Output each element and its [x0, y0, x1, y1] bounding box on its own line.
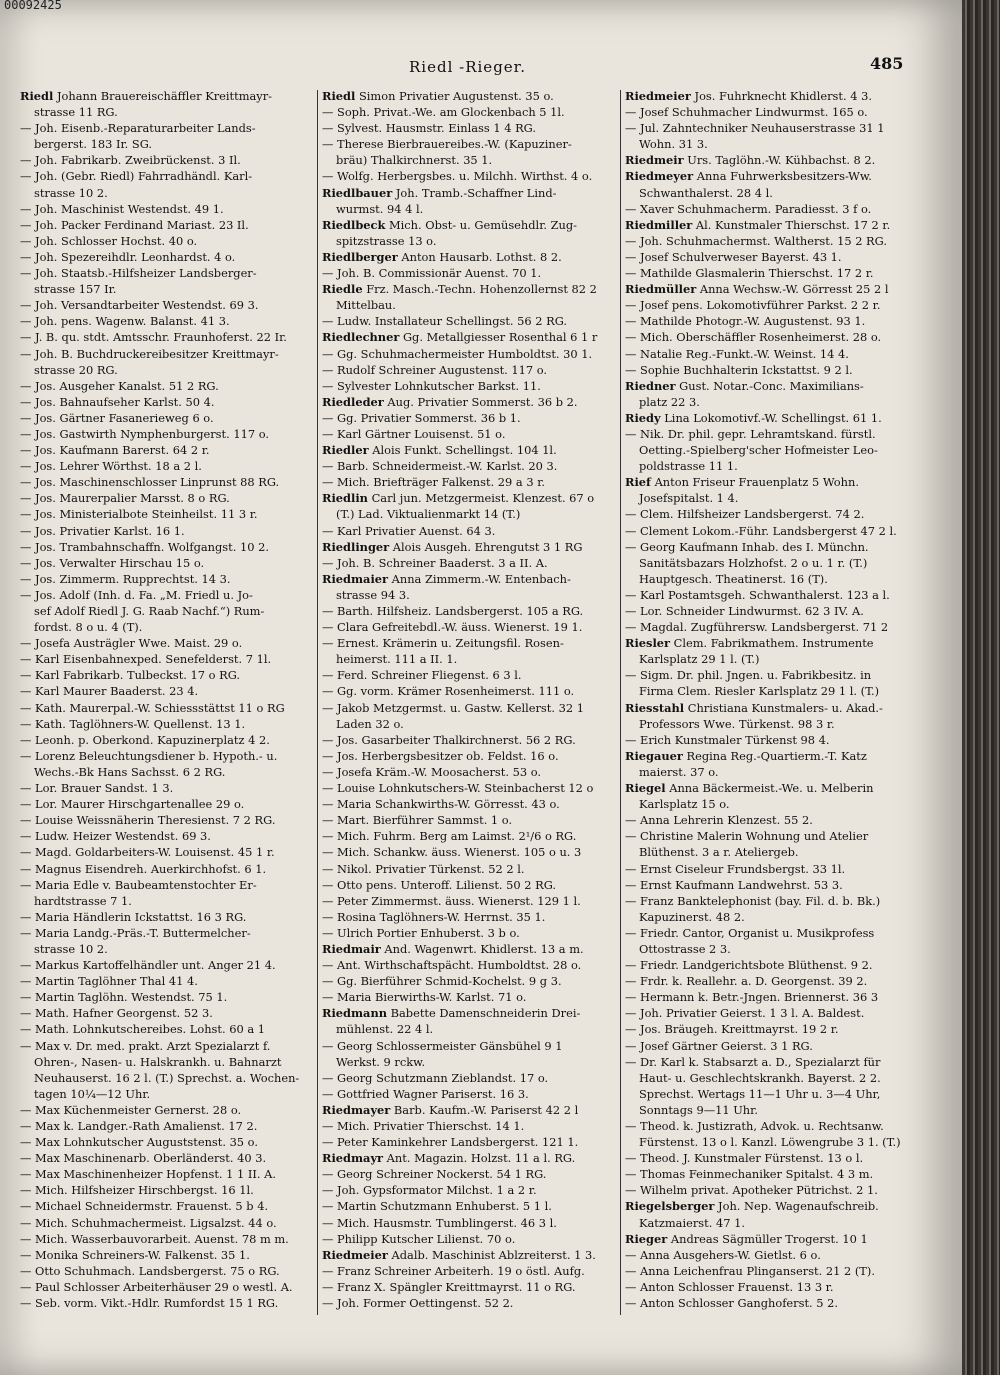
- directory-entry: — Paul Schlosser Arbeiterhäuser 29 o westl. A.: [20, 1279, 293, 1294]
- column-divider: [317, 90, 318, 1315]
- book-page-edge: [962, 0, 1000, 1375]
- directory-entry: — Georg Schutzmann Zieblandst. 17 o.: [322, 1070, 549, 1085]
- directory-entry-continuation: Karlsplatz 29 1 l. (T.): [639, 652, 760, 667]
- directory-entry: — Joh. Spezereihdlr. Leonhardst. 4 o.: [20, 249, 236, 264]
- directory-entry-continuation: strasse 10 2.: [34, 941, 108, 956]
- directory-entry-surname: Riedl Simon Privatier Augustenst. 35 o.: [322, 89, 554, 103]
- directory-entry-continuation: Katzmaierst. 47 1.: [639, 1215, 745, 1230]
- directory-entry: — Wolfg. Herbergsbes. u. Milchh. Wirthst. 4 o.: [322, 169, 593, 184]
- directory-entry: — Joh. Packer Ferdinand Mariast. 23 Il.: [20, 217, 249, 232]
- directory-entry: — Lor. Brauer Sandst. 1 3.: [20, 781, 174, 796]
- directory-entry-continuation: Wohn. 31 3.: [639, 137, 708, 152]
- directory-entry: — Gg. Schuhmachermeister Humboldtst. 30 1.: [322, 346, 593, 361]
- directory-entry: — Joh. Versandtarbeiter Westendst. 69 3.: [20, 298, 259, 313]
- directory-entry: — Math. Lohnkutschereibes. Lohst. 60 a 1: [20, 1022, 265, 1037]
- directory-entry: — Barth. Hilfsheiz. Landsbergerst. 105 a RG.: [322, 604, 584, 618]
- directory-entry: — Joh. Fabrikarb. Zweibrückenst. 3 Il.: [20, 153, 241, 168]
- directory-entry: — Wilhelm privat. Apotheker Pütrichst. 2 1.: [625, 1183, 878, 1198]
- directory-entry-surname: Rief Anton Friseur Frauenplatz 5 Wohn.: [625, 475, 859, 490]
- directory-entry: — Joh. Staatsb.-Hilfsheizer Landsberger-: [20, 266, 257, 281]
- directory-entry-continuation: Werkst. 9 rckw.: [336, 1054, 426, 1069]
- directory-entry: — Sophie Buchhalterin Ickstattst. 9 2 l.: [625, 362, 853, 377]
- directory-entry-continuation: bergerst. 183 Ir. SG.: [34, 137, 153, 152]
- directory-entry: — Josefa Kräm.-W. Moosacherst. 53 o.: [322, 764, 541, 779]
- directory-entry: — Anna Leichenfrau Plinganserst. 21 2 (T).: [625, 1263, 875, 1278]
- directory-entry-surname: Riedner Gust. Notar.-Conc. Maximilians-: [625, 378, 864, 393]
- directory-entry: — Friedr. Cantor, Organist u. Musikprofess: [625, 925, 875, 940]
- directory-entry-surname: Riedl Johann Brauereischäffler Kreittmayr-: [20, 89, 273, 103]
- directory-entry: — Clem. Hilfsheizer Landsbergerst. 74 2.: [625, 507, 865, 522]
- directory-entry: — Joh. B. Buchdruckereibesitzer Kreittmayr-: [20, 346, 279, 361]
- directory-entry: — Jos. Kaufmann Barerst. 64 2 r.: [20, 443, 210, 458]
- directory-entry: — Jos. Maschinenschlosser Linprunst 88 RG.: [20, 475, 280, 490]
- directory-entry: — Joh. (Gebr. Riedl) Fahrradhändl. Karl-: [20, 169, 253, 184]
- directory-entry-continuation: Fürstenst. 13 o l. Kanzl. Löwengrube 3 1. (T.): [639, 1135, 901, 1150]
- directory-entry-continuation: tagen 10¼—12 Uhr.: [34, 1086, 151, 1101]
- directory-entry: — Jos. Privatier Karlst. 16 1.: [20, 523, 185, 538]
- directory-entry: — Mich. Fuhrm. Berg am Laimst. 2¹/6 o RG.: [322, 829, 577, 844]
- directory-entry: — Karl Maurer Baaderst. 23 4.: [20, 684, 199, 699]
- directory-entry-surname: Riedlberger Anton Hausarb. Lothst. 8 2.: [322, 249, 562, 264]
- directory-entry-continuation: (T.) Lad. Viktualienmarkt 14 (T.): [336, 507, 521, 522]
- directory-entry: — Georg Schlossermeister Gänsbühel 9 1: [322, 1038, 563, 1053]
- directory-entry-continuation: Mittelbau.: [336, 298, 396, 313]
- directory-entry: — Josef Gärtner Geierst. 3 1 RG.: [625, 1038, 813, 1053]
- directory-entry: — Clara Gefreitebdl.-W. äuss. Wienerst. 19 1.: [322, 620, 583, 635]
- directory-entry-surname: Riegel Anna Bäckermeist.-We. u. Melberin: [625, 781, 874, 796]
- directory-entry-surname: Riedmeir Urs. Taglöhn.-W. Kühbachst. 8 2.: [625, 153, 876, 168]
- directory-entry: — Seb. vorm. Vikt.-Hdlr. Rumfordst 15 1 RG.: [20, 1296, 279, 1311]
- directory-entry: — Anna Ausgehers-W. Gietlst. 6 o.: [625, 1247, 821, 1262]
- directory-entry: — Georg Kaufmann Inhab. des I. Münchn.: [625, 539, 869, 554]
- directory-entry-continuation: Professors Wwe. Türkenst. 98 3 r.: [639, 716, 835, 731]
- directory-entry: — Gottfried Wagner Pariserst. 16 3.: [322, 1086, 529, 1101]
- directory-entry: — Jos. Gasarbeiter Thalkirchnerst. 56 2 RG.: [322, 732, 576, 747]
- directory-entry: — Joh. Schuhmachermst. Waltherst. 15 2 RG.: [625, 233, 887, 248]
- directory-entry: — Josef pens. Lokomotivführer Parkst. 2 2 r.: [625, 298, 881, 313]
- directory-entry: — Xaver Schuhmacherm. Paradiesst. 3 f o.: [625, 201, 872, 216]
- directory-entry: — Martin Taglöhner Thal 41 4.: [20, 974, 198, 989]
- directory-entry-surname: Riedlechner Gg. Metallgiesser Rosenthal 6 1 r: [322, 330, 598, 345]
- directory-entry: — Max v. Dr. med. prakt. Arzt Spezialarzt f.: [20, 1038, 271, 1053]
- directory-entry: — Magd. Goldarbeiters-W. Louisenst. 45 1 r.: [20, 845, 275, 860]
- directory-entry: — Mich. Wasserbauvorarbeit. Auenst. 78 m m.: [20, 1231, 289, 1246]
- directory-entry: — Jos. Gastwirth Nymphenburgerst. 117 o.: [20, 426, 269, 441]
- directory-entry: — Ant. Wirthschaftspächt. Humboldtst. 28 o.: [322, 958, 582, 973]
- directory-entry: — Peter Kaminkehrer Landsbergerst. 121 1.: [322, 1135, 579, 1150]
- directory-entry: — Soph. Privat.-We. am Glockenbach 5 1l.: [322, 105, 565, 120]
- directory-entry: — Ferd. Schreiner Fliegenst. 6 3 l.: [322, 668, 522, 683]
- directory-entry: — Joh. Eisenb.-Reparaturarbeiter Lands-: [20, 121, 256, 136]
- directory-entry: — Mart. Bierführer Sammst. 1 o.: [322, 813, 513, 828]
- directory-entry: — J. B. qu. stdt. Amtsschr. Fraunhoferst. 22 Ir.: [20, 330, 287, 345]
- directory-entry-continuation: Ottostrasse 2 3.: [639, 941, 731, 956]
- directory-entry-surname: Riegauer Regina Reg.-Quartierm.-T. Katz: [625, 748, 867, 763]
- directory-entry: — Maria Bierwirths-W. Karlst. 71 o.: [322, 990, 527, 1005]
- directory-entry: — Karl Postamtsgeh. Schwanthalerst. 123 a l.: [625, 587, 890, 602]
- directory-entry: — Therese Bierbrauereibes.-W. (Kapuziner-: [322, 137, 572, 152]
- directory-entry-surname: Rieger Andreas Sägmüller Trogerst. 10 1: [625, 1231, 868, 1246]
- directory-entry: — Ernest. Krämerin u. Zeitungsfil. Rosen-: [322, 636, 564, 651]
- directory-entry: — Ulrich Portier Enhuberst. 3 b o.: [322, 925, 520, 940]
- directory-entry: — Mich. Hausmstr. Tumblingerst. 46 3 l.: [322, 1215, 557, 1230]
- directory-entry: — Ludw. Heizer Westendst. 69 3.: [20, 829, 211, 844]
- directory-entry-continuation: strasse 10 2.: [34, 185, 108, 200]
- directory-entry-surname: Riedlbeck Mich. Obst- u. Gemüsehdlr. Zug-: [322, 217, 578, 232]
- directory-entry: — Frdr. k. Reallehr. a. D. Georgenst. 39 2.: [625, 974, 868, 989]
- directory-entry-surname: Riedmayer Barb. Kaufm.-W. Pariserst 42 2 l: [322, 1102, 579, 1117]
- directory-entry: — Jul. Zahntechniker Neuhauserstrasse 31 1: [625, 121, 885, 136]
- directory-entry-continuation: maierst. 37 o.: [639, 764, 719, 779]
- directory-entry-continuation: Wechs.-Bk Hans Sachsst. 6 2 RG.: [34, 764, 226, 779]
- directory-entry-surname: Riedlbauer Joh. Tramb.-Schaffner Lind-: [322, 185, 557, 200]
- directory-entry: — Ernst Kaufmann Landwehrst. 53 3.: [625, 877, 843, 892]
- directory-entry: — Michael Schneidermstr. Frauenst. 5 b 4.: [20, 1199, 269, 1214]
- directory-entry-surname: Riedmeier Adalb. Maschinist Ablzreiterst. 1 3.: [322, 1247, 596, 1262]
- directory-entry: — Magdal. Zugführersw. Landsbergerst. 71 2: [625, 620, 889, 635]
- directory-entry: — Markus Kartoffelhändler unt. Anger 21 4.: [20, 958, 276, 973]
- directory-entry: — Gg. Privatier Sommerst. 36 b 1.: [322, 410, 521, 425]
- directory-entry: — Otto Schuhmach. Landsbergerst. 75 o RG.: [20, 1263, 280, 1278]
- directory-entry-continuation: strasse 94 3.: [336, 587, 410, 602]
- directory-entry-continuation: bräu) Thalkirchnerst. 35 1.: [336, 153, 493, 168]
- directory-entry: — Philipp Kutscher Lilienst. 70 o.: [322, 1231, 516, 1246]
- directory-entry-surname: Riesler Clem. Fabrikmathem. Instrumente: [625, 636, 874, 651]
- directory-entry: — Joh. B. Schreiner Baaderst. 3 a II. A.: [322, 555, 548, 570]
- directory-entry: — Erich Kunstmaler Türkenst 98 4.: [625, 732, 830, 747]
- directory-entry: — Jos. Bräugeh. Kreittmayrst. 19 2 r.: [625, 1022, 839, 1037]
- directory-entry: — Mich. Briefträger Falkenst. 29 a 3 r.: [322, 475, 546, 490]
- directory-entry: — Mich. Hilfsheizer Hirschbergst. 16 1l.: [20, 1183, 254, 1198]
- directory-entry-continuation: spitzstrasse 13 o.: [336, 233, 437, 248]
- directory-entry: — Hermann k. Betr.-Jngen. Briennerst. 36 3: [625, 990, 879, 1005]
- directory-entry: — Gg. vorm. Krämer Rosenheimerst. 111 o.: [322, 684, 575, 699]
- directory-entry: — Nikol. Privatier Türkenst. 52 2 l.: [322, 861, 525, 876]
- directory-entry: — Theod. k. Justizrath, Advok. u. Rechtsanw.: [625, 1119, 884, 1133]
- directory-entry-continuation: Blüthenst. 3 a r. Ateliergeb.: [639, 845, 799, 860]
- directory-entry: — Maria Schankwirths-W. Görresst. 43 o.: [322, 797, 560, 812]
- directory-entry: — Louise Lohnkutschers-W. Steinbacherst 12 o: [322, 781, 594, 796]
- directory-entry-continuation: Hauptgesch. Theatinerst. 16 (T).: [639, 571, 828, 586]
- directory-column-3: [625, 88, 920, 1311]
- directory-entry: — Jos. Verwalter Hirschau 15 o.: [20, 555, 205, 570]
- directory-entry-continuation: wurmst. 94 4 l.: [336, 201, 424, 216]
- directory-entry: — Anton Schlosser Ganghoferst. 5 2.: [625, 1296, 838, 1311]
- directory-entry: — Gg. Bierführer Schmid-Kochelst. 9 g 3.: [322, 974, 562, 989]
- directory-entry-surname: Riedler Alois Funkt. Schellingst. 104 1l.: [322, 443, 557, 458]
- directory-entry-continuation: strasse 157 Ir.: [34, 282, 117, 297]
- directory-entry-continuation: Schwanthalerst. 28 4 l.: [639, 185, 773, 200]
- directory-entry: — Max k. Landger.-Rath Amalienst. 17 2.: [20, 1119, 258, 1133]
- directory-entry-continuation: Kapuzinerst. 48 2.: [639, 909, 745, 924]
- directory-entry: — Nik. Dr. phil. gepr. Lehramtskand. fürstl.: [625, 426, 876, 441]
- directory-entry-continuation: mühlenst. 22 4 l.: [336, 1022, 434, 1037]
- directory-entry: — Franz X. Spängler Kreittmayrst. 11 o RG.: [322, 1279, 576, 1294]
- directory-entry: — Lor. Schneider Lindwurmst. 62 3 IV. A.: [625, 604, 864, 618]
- directory-entry-surname: Riegelsberger Joh. Nep. Wagenaufschreib.: [625, 1199, 879, 1214]
- directory-entry-continuation: Josefspitalst. 1 4.: [639, 491, 739, 506]
- directory-entry: — Joh. Gypsformator Milchst. 1 a 2 r.: [322, 1183, 537, 1198]
- directory-entry-surname: Riesstahl Christiana Kunstmalers- u. Akad.-: [625, 700, 883, 715]
- directory-entry-continuation: fordst. 8 o u. 4 (T).: [34, 620, 143, 635]
- directory-entry: — Josefa Austrägler Wwe. Maist. 29 o.: [20, 636, 243, 651]
- directory-entry: — Mathilde Glasmalerin Thierschst. 17 2 r.: [625, 266, 874, 281]
- directory-entry: — Kath. Maurerpal.-W. Schiessstättst 11 o RG: [20, 700, 285, 715]
- directory-entry: — Math. Hafner Georgenst. 52 3.: [20, 1006, 213, 1021]
- directory-entry-surname: Riedmiller Al. Kunstmaler Thierschst. 17 2 r.: [625, 217, 891, 232]
- directory-entry: — Mich. Oberschäffler Rosenheimerst. 28 o.: [625, 330, 882, 345]
- directory-entry: — Franz Schreiner Arbeiterh. 19 o östl. Aufg.: [322, 1263, 585, 1278]
- directory-entry-continuation: hardtstrasse 7 1.: [34, 893, 132, 908]
- directory-entry: — Jos. Gärtner Fasanerieweg 6 o.: [20, 410, 214, 425]
- directory-entry: — Joh. Former Oettingenst. 52 2.: [322, 1296, 514, 1311]
- directory-entry-surname: Riedy Lina Lokomotivf.-W. Schellingst. 61 1.: [625, 410, 882, 425]
- directory-entry-surname: Riedle Frz. Masch.-Techn. Hohenzollernst 82 2: [322, 282, 597, 297]
- directory-entry: — Natalie Reg.-Funkt.-W. Weinst. 14 4.: [625, 346, 849, 361]
- directory-entry: — Anna Lehrerin Klenzest. 55 2.: [625, 813, 813, 828]
- directory-entry: — Joh. Privatier Geierst. 1 3 l. A. Baldest.: [625, 1006, 865, 1021]
- directory-entry-continuation: Sprechst. Wertags 11—1 Uhr u. 3—4 Uhr,: [639, 1086, 881, 1101]
- directory-entry-surname: Riedlinger Alois Ausgeh. Ehrengutst 3 1 RG: [322, 539, 583, 554]
- directory-entry: — Max Küchenmeister Gernerst. 28 o.: [20, 1102, 242, 1117]
- directory-entry: — Jos. Herbergsbesitzer ob. Feldst. 16 o.: [322, 748, 559, 763]
- directory-entry-continuation: platz 22 3.: [639, 394, 700, 409]
- directory-entry: — Jos. Trambahnschaffn. Wolfgangst. 10 2.: [20, 539, 269, 554]
- directory-entry: — Christine Malerin Wohnung und Atelier: [625, 829, 869, 844]
- directory-entry: — Kath. Taglöhners-W. Quellenst. 13 1.: [20, 716, 246, 731]
- directory-column-2: [322, 88, 617, 1311]
- directory-entry: — Monika Schreiners-W. Falkenst. 35 1.: [20, 1247, 250, 1262]
- directory-entry: — Magnus Eisendreh. Auerkirchhofst. 6 1.: [20, 861, 267, 876]
- directory-column-1: [20, 88, 315, 1311]
- directory-entry-continuation: Ohren-, Nasen- u. Halskrankh. u. Bahnarzt: [34, 1054, 282, 1069]
- directory-entry: — Rudolf Schreiner Augustenst. 117 o.: [322, 362, 548, 377]
- directory-entry: — Anton Schlosser Frauenst. 13 3 r.: [625, 1279, 834, 1294]
- directory-entry: — Jos. Lehrer Wörthst. 18 a 2 l.: [20, 459, 202, 474]
- directory-entry-surname: Riedmeyer Anna Fuhrwerksbesitzers-Ww.: [625, 169, 872, 184]
- directory-entry: — Max Maschinenheizer Hopfenst. 1 1 II. A.: [20, 1167, 276, 1182]
- directory-entry-surname: Riedmair And. Wagenwrt. Khidlerst. 13 a m.: [322, 941, 584, 956]
- directory-entry: — Lorenz Beleuchtungsdiener b. Hypoth.- u.: [20, 748, 278, 763]
- directory-entry-continuation: sef Adolf Riedl J. G. Raab Nachf.“) Rum-: [34, 604, 265, 618]
- directory-entry: — Sylvest. Hausmstr. Einlass 1 4 RG.: [322, 121, 536, 136]
- directory-entry: — Jos. Ausgeher Kanalst. 51 2 RG.: [20, 378, 219, 393]
- directory-entry: — Sylvester Lohnkutscher Barkst. 11.: [322, 378, 541, 393]
- directory-entry: — Mich. Schankw. äuss. Wienerst. 105 o u. 3: [322, 845, 582, 860]
- directory-entry: — Maria Händlerin Ickstattst. 16 3 RG.: [20, 909, 247, 924]
- directory-entry: — Martin Taglöhn. Westendst. 75 1.: [20, 990, 228, 1005]
- directory-entry: — Jos. Ministerialbote Steinheilst. 11 3 r.: [20, 507, 258, 522]
- directory-entry-surname: Riedleder Aug. Privatier Sommerst. 36 b 2.: [322, 394, 578, 409]
- directory-entry: — Lor. Maurer Hirschgartenallee 29 o.: [20, 797, 245, 812]
- directory-entry: — Jos. Zimmerm. Rupprechtst. 14 3.: [20, 571, 231, 586]
- directory-entry-surname: Riedmeier Jos. Fuhrknecht Khidlerst. 4 3.: [625, 89, 872, 103]
- directory-entry: — Maria Edle v. Baubeamtenstochter Er-: [20, 877, 257, 892]
- directory-entry-surname: Riedmayr Ant. Magazin. Holzst. 11 a l. RG.: [322, 1151, 576, 1166]
- directory-entry-continuation: Sanitätsbazars Holzhofst. 2 o u. 1 r. (T.): [639, 555, 868, 570]
- directory-entry: — Mathilde Photogr.-W. Augustenst. 93 1.: [625, 314, 866, 329]
- directory-entry-continuation: Laden 32 o.: [336, 716, 404, 731]
- directory-entry: — Josef Schuhmacher Lindwurmst. 165 o.: [625, 105, 868, 120]
- directory-entry: — Joh. Schlosser Hochst. 40 o.: [20, 233, 198, 248]
- directory-entry: — Thomas Feinmechaniker Spitalst. 4 3 m.: [625, 1167, 874, 1182]
- directory-entry: — Barb. Schneidermeist.-W. Karlst. 20 3.: [322, 459, 558, 474]
- directory-entry-continuation: Sonntags 9—11 Uhr.: [639, 1102, 758, 1117]
- directory-entry: — Dr. Karl k. Stabsarzt a. D., Spezialarzt für: [625, 1054, 881, 1069]
- directory-entry-surname: Riedlin Carl jun. Metzgermeist. Klenzest. 67 o: [322, 491, 595, 506]
- directory-entry: — Ludw. Installateur Schellingst. 56 2 RG.: [322, 314, 568, 329]
- directory-entry: — Peter Zimmermst. äuss. Wienerst. 129 1 l.: [322, 893, 581, 908]
- directory-entry: — Jakob Metzgermst. u. Gastw. Kellerst. 32 1: [322, 700, 584, 715]
- directory-entry-surname: Riedmaier Anna Zimmerm.-W. Entenbach-: [322, 571, 571, 586]
- directory-entry-continuation: Haut- u. Geschlechtskrankh. Bayerst. 2 2.: [639, 1070, 881, 1085]
- directory-entry: — Theod. J. Kunstmaler Fürstenst. 13 o l.: [625, 1151, 864, 1166]
- directory-entry: — Jos. Bahnaufseher Karlst. 50 4.: [20, 394, 215, 409]
- scan-id: 00092425: [4, 0, 62, 12]
- directory-entry: — Karl Eisenbahnexped. Senefelderst. 7 1l.: [20, 652, 272, 667]
- directory-entry-continuation: poldstrasse 11 1.: [639, 459, 738, 474]
- directory-entry: — Martin Schutzmann Enhuberst. 5 1 l.: [322, 1199, 552, 1214]
- directory-entry: — Otto pens. Unteroff. Lilienst. 50 2 RG.: [322, 877, 557, 892]
- directory-entry: — Rosina Taglöhners-W. Herrnst. 35 1.: [322, 909, 546, 924]
- directory-entry-surname: Riedmann Babette Damenschneiderin Drei-: [322, 1006, 581, 1021]
- directory-entry-continuation: Oetting.-Spielberg'scher Hofmeister Leo-: [639, 443, 878, 458]
- directory-entry-continuation: Neuhauserst. 16 2 l. (T.) Sprechst. a. Wochen-: [34, 1070, 300, 1085]
- directory-entry: — Maria Landg.-Präs.-T. Buttermelcher-: [20, 925, 251, 940]
- directory-entry: — Josef Schulverweser Bayerst. 43 1.: [625, 249, 842, 264]
- directory-entry: — Georg Schreiner Nockerst. 54 1 RG.: [322, 1167, 547, 1182]
- page-number: 485: [870, 54, 904, 73]
- directory-entry: — Clement Lokom.-Führ. Landsbergerst 47 2 l.: [625, 523, 897, 538]
- directory-entry: — Karl Gärtner Louisenst. 51 o.: [322, 426, 506, 441]
- directory-entry: — Mich. Privatier Thierschst. 14 1.: [322, 1119, 525, 1133]
- directory-entry: — Joh. B. Commissionär Auenst. 70 1.: [322, 266, 542, 281]
- directory-entry: — Jos. Maurerpalier Marsst. 8 o RG.: [20, 491, 230, 506]
- directory-entry: — Leonh. p. Oberkond. Kapuzinerplatz 4 2.: [20, 732, 270, 747]
- directory-entry: — Max Maschinenarb. Oberländerst. 40 3.: [20, 1151, 267, 1166]
- directory-entry-continuation: strasse 20 RG.: [34, 362, 118, 377]
- directory-entry-continuation: strasse 11 RG.: [34, 105, 118, 120]
- directory-entry: — Friedr. Landgerichtsbote Blüthenst. 9 2.: [625, 958, 873, 973]
- directory-entry: — Karl Fabrikarb. Tulbeckst. 17 o RG.: [20, 668, 241, 683]
- directory-entry: — Sigm. Dr. phil. Jngen. u. Fabrikbesitz. in: [625, 668, 872, 683]
- directory-entry: — Karl Privatier Auenst. 64 3.: [322, 523, 496, 538]
- directory-entry: — Franz Banktelephonist (bay. Fil. d. b. Bk.): [625, 893, 881, 908]
- directory-entry-continuation: Firma Clem. Riesler Karlsplatz 29 1 l. (T.): [639, 684, 880, 699]
- directory-entry: — Ernst Ciseleur Frundsbergst. 33 1l.: [625, 861, 846, 876]
- directory-entry: — Louise Weissnäherin Theresienst. 7 2 RG.: [20, 813, 276, 828]
- directory-entry-continuation: Karlsplatz 15 o.: [639, 797, 730, 812]
- directory-entry: — Joh. Maschinist Westendst. 49 1.: [20, 201, 224, 216]
- directory-entry: — Mich. Schuhmachermeist. Ligsalzst. 44 o.: [20, 1215, 277, 1230]
- directory-entry-continuation: heimerst. 111 a II. 1.: [336, 652, 458, 667]
- directory-entry: — Max Lohnkutscher Auguststenst. 35 o.: [20, 1135, 258, 1150]
- directory-entry: — Jos. Adolf (Inh. d. Fa. „M. Friedl u. Jo-: [20, 587, 253, 602]
- directory-entry: — Joh. pens. Wagenw. Balanst. 41 3.: [20, 314, 230, 329]
- directory-entry-surname: Riedmüller Anna Wechsw.-W. Görresst 25 2 l: [625, 282, 889, 297]
- page-header-title: Riedl -Rieger.: [409, 58, 526, 76]
- column-divider: [620, 90, 621, 1315]
